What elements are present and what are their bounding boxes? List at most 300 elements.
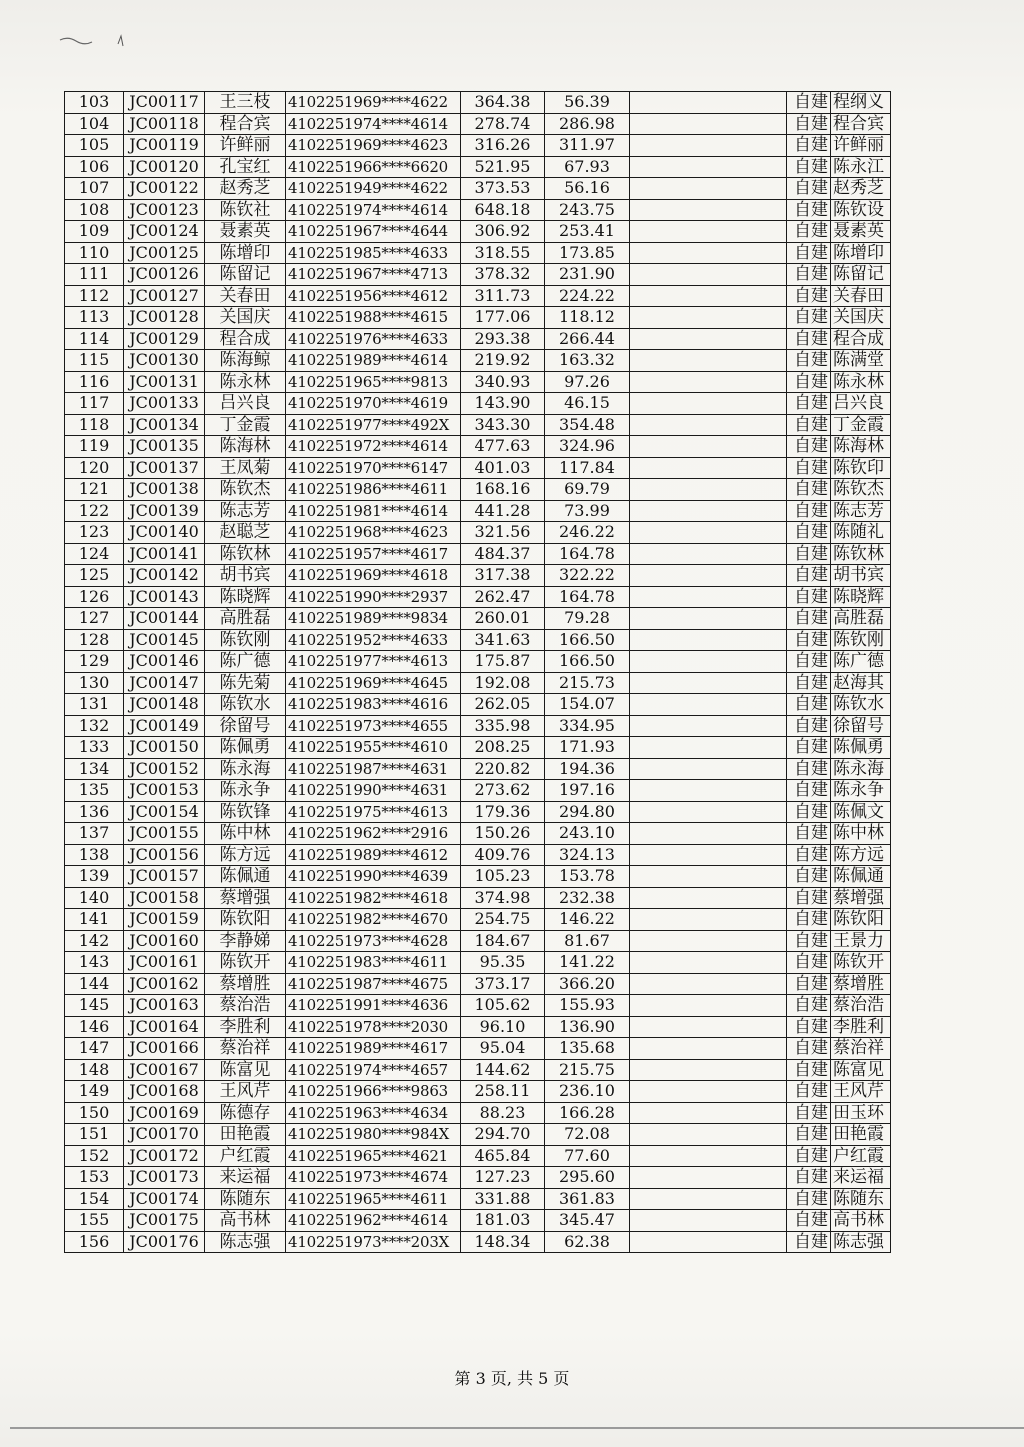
owner-name-cell: 陈富见 bbox=[205, 1059, 286, 1081]
build-type-cell: 自建 bbox=[787, 543, 831, 565]
record-code-cell: JC00176 bbox=[124, 1231, 205, 1253]
area-b-cell: 146.22 bbox=[545, 909, 630, 931]
table-row bbox=[65, 479, 891, 501]
table-row bbox=[65, 629, 891, 651]
blank-cell-cell bbox=[630, 1231, 787, 1253]
owner-name-cell: 赵聪芝 bbox=[205, 522, 286, 544]
area-a-cell: 258.11 bbox=[461, 1081, 545, 1103]
register-rows bbox=[65, 92, 891, 1253]
area-a-cell: 441.28 bbox=[461, 500, 545, 522]
owner-name-cell: 吕兴良 bbox=[205, 393, 286, 415]
area-b-cell: 166.50 bbox=[545, 651, 630, 673]
area-b-cell: 73.99 bbox=[545, 500, 630, 522]
blank-cell-cell bbox=[630, 393, 787, 415]
page-number-footer: 第 3 页, 共 5 页 bbox=[454, 1369, 570, 1388]
area-a-cell: 316.26 bbox=[461, 135, 545, 157]
build-type-cell: 自建 bbox=[787, 264, 831, 286]
build-type-cell: 自建 bbox=[787, 285, 831, 307]
area-a-cell: 88.23 bbox=[461, 1102, 545, 1124]
id-number-cell: 4102251974****4657 bbox=[286, 1059, 461, 1081]
area-a-cell: 648.18 bbox=[461, 199, 545, 221]
id-number-cell: 4102251973****4674 bbox=[286, 1167, 461, 1189]
build-type-cell: 自建 bbox=[787, 672, 831, 694]
builder-name-cell: 陈永争 bbox=[831, 780, 891, 802]
row-number-cell: 113 bbox=[65, 307, 124, 329]
row-number-cell: 135 bbox=[65, 780, 124, 802]
row-number-cell: 137 bbox=[65, 823, 124, 845]
id-number-cell: 4102251983****4616 bbox=[286, 694, 461, 716]
build-type-cell: 自建 bbox=[787, 1124, 831, 1146]
row-number-cell: 129 bbox=[65, 651, 124, 673]
builder-name-cell: 关春田 bbox=[831, 285, 891, 307]
record-code-cell: JC00119 bbox=[124, 135, 205, 157]
row-number-cell: 133 bbox=[65, 737, 124, 759]
blank-cell-cell bbox=[630, 887, 787, 909]
id-number-cell: 4102251985****4633 bbox=[286, 242, 461, 264]
table-row bbox=[65, 801, 891, 823]
table-row bbox=[65, 1081, 891, 1103]
area-b-cell: 215.73 bbox=[545, 672, 630, 694]
id-number-cell: 4102251977****492X bbox=[286, 414, 461, 436]
id-number-cell: 4102251989****4614 bbox=[286, 350, 461, 372]
record-code-cell: JC00163 bbox=[124, 995, 205, 1017]
area-a-cell: 401.03 bbox=[461, 457, 545, 479]
build-type-cell: 自建 bbox=[787, 887, 831, 909]
record-code-cell: JC00167 bbox=[124, 1059, 205, 1081]
row-number-cell: 111 bbox=[65, 264, 124, 286]
area-b-cell: 155.93 bbox=[545, 995, 630, 1017]
table-row bbox=[65, 608, 891, 630]
build-type-cell: 自建 bbox=[787, 92, 831, 114]
blank-cell-cell bbox=[630, 242, 787, 264]
id-number-cell: 4102251969****4623 bbox=[286, 135, 461, 157]
blank-cell-cell bbox=[630, 1038, 787, 1060]
id-number-cell: 4102251982****4618 bbox=[286, 887, 461, 909]
owner-name-cell: 田艳霞 bbox=[205, 1124, 286, 1146]
area-b-cell: 345.47 bbox=[545, 1210, 630, 1232]
table-row bbox=[65, 371, 891, 393]
builder-name-cell: 陈钦林 bbox=[831, 543, 891, 565]
build-type-cell: 自建 bbox=[787, 844, 831, 866]
area-b-cell: 166.28 bbox=[545, 1102, 630, 1124]
builder-name-cell: 陈佩通 bbox=[831, 866, 891, 888]
builder-name-cell: 许鲜丽 bbox=[831, 135, 891, 157]
owner-name-cell: 户红霞 bbox=[205, 1145, 286, 1167]
area-b-cell: 324.13 bbox=[545, 844, 630, 866]
record-code-cell: JC00118 bbox=[124, 113, 205, 135]
record-code-cell: JC00134 bbox=[124, 414, 205, 436]
area-b-cell: 295.60 bbox=[545, 1167, 630, 1189]
area-a-cell: 373.17 bbox=[461, 973, 545, 995]
row-number-cell: 145 bbox=[65, 995, 124, 1017]
owner-name-cell: 蔡增强 bbox=[205, 887, 286, 909]
owner-name-cell: 李静娣 bbox=[205, 930, 286, 952]
id-number-cell: 4102251983****4611 bbox=[286, 952, 461, 974]
build-type-cell: 自建 bbox=[787, 307, 831, 329]
blank-cell-cell bbox=[630, 479, 787, 501]
blank-cell-cell bbox=[630, 113, 787, 135]
table-row bbox=[65, 651, 891, 673]
table-row bbox=[65, 844, 891, 866]
area-b-cell: 141.22 bbox=[545, 952, 630, 974]
builder-name-cell: 陈永林 bbox=[831, 371, 891, 393]
build-type-cell: 自建 bbox=[787, 113, 831, 135]
build-type-cell: 自建 bbox=[787, 866, 831, 888]
row-number-cell: 105 bbox=[65, 135, 124, 157]
row-number-cell: 122 bbox=[65, 500, 124, 522]
record-code-cell: JC00117 bbox=[124, 92, 205, 114]
record-code-cell: JC00127 bbox=[124, 285, 205, 307]
record-code-cell: JC00148 bbox=[124, 694, 205, 716]
area-a-cell: 343.30 bbox=[461, 414, 545, 436]
record-code-cell: JC00153 bbox=[124, 780, 205, 802]
builder-name-cell: 丁金霞 bbox=[831, 414, 891, 436]
blank-cell-cell bbox=[630, 608, 787, 630]
build-type-cell: 自建 bbox=[787, 952, 831, 974]
blank-cell-cell bbox=[630, 350, 787, 372]
blank-cell-cell bbox=[630, 995, 787, 1017]
blank-cell-cell bbox=[630, 586, 787, 608]
owner-name-cell: 陈中林 bbox=[205, 823, 286, 845]
row-number-cell: 104 bbox=[65, 113, 124, 135]
owner-name-cell: 陈钦锋 bbox=[205, 801, 286, 823]
area-a-cell: 184.67 bbox=[461, 930, 545, 952]
area-a-cell: 521.95 bbox=[461, 156, 545, 178]
row-number-cell: 126 bbox=[65, 586, 124, 608]
area-b-cell: 324.96 bbox=[545, 436, 630, 458]
row-number-cell: 116 bbox=[65, 371, 124, 393]
id-number-cell: 4102251957****4617 bbox=[286, 543, 461, 565]
id-number-cell: 4102251952****4633 bbox=[286, 629, 461, 651]
table-row bbox=[65, 350, 891, 372]
area-b-cell: 77.60 bbox=[545, 1145, 630, 1167]
owner-name-cell: 王三枝 bbox=[205, 92, 286, 114]
owner-name-cell: 蔡增胜 bbox=[205, 973, 286, 995]
blank-cell-cell bbox=[630, 264, 787, 286]
build-type-cell: 自建 bbox=[787, 1145, 831, 1167]
build-type-cell: 自建 bbox=[787, 823, 831, 845]
table-row bbox=[65, 866, 891, 888]
area-b-cell: 311.97 bbox=[545, 135, 630, 157]
id-number-cell: 4102251962****4614 bbox=[286, 1210, 461, 1232]
table-row bbox=[65, 436, 891, 458]
area-b-cell: 354.48 bbox=[545, 414, 630, 436]
area-b-cell: 153.78 bbox=[545, 866, 630, 888]
area-b-cell: 46.15 bbox=[545, 393, 630, 415]
builder-name-cell: 程合成 bbox=[831, 328, 891, 350]
owner-name-cell: 关春田 bbox=[205, 285, 286, 307]
row-number-cell: 119 bbox=[65, 436, 124, 458]
table-row bbox=[65, 199, 891, 221]
area-b-cell: 243.75 bbox=[545, 199, 630, 221]
table-row bbox=[65, 307, 891, 329]
record-code-cell: JC00137 bbox=[124, 457, 205, 479]
area-b-cell: 236.10 bbox=[545, 1081, 630, 1103]
blank-cell-cell bbox=[630, 758, 787, 780]
build-type-cell: 自建 bbox=[787, 479, 831, 501]
builder-name-cell: 徐留号 bbox=[831, 715, 891, 737]
blank-cell-cell bbox=[630, 672, 787, 694]
row-number-cell: 149 bbox=[65, 1081, 124, 1103]
area-b-cell: 334.95 bbox=[545, 715, 630, 737]
record-code-cell: JC00154 bbox=[124, 801, 205, 823]
build-type-cell: 自建 bbox=[787, 694, 831, 716]
builder-name-cell: 陈富见 bbox=[831, 1059, 891, 1081]
blank-cell-cell bbox=[630, 1145, 787, 1167]
build-type-cell: 自建 bbox=[787, 1188, 831, 1210]
area-a-cell: 168.16 bbox=[461, 479, 545, 501]
area-b-cell: 154.07 bbox=[545, 694, 630, 716]
owner-name-cell: 陈钦开 bbox=[205, 952, 286, 974]
table-row bbox=[65, 887, 891, 909]
id-number-cell: 4102251972****4614 bbox=[286, 436, 461, 458]
row-number-cell: 155 bbox=[65, 1210, 124, 1232]
area-a-cell: 294.70 bbox=[461, 1124, 545, 1146]
blank-cell-cell bbox=[630, 92, 787, 114]
record-code-cell: JC00173 bbox=[124, 1167, 205, 1189]
builder-name-cell: 陈留记 bbox=[831, 264, 891, 286]
record-code-cell: JC00161 bbox=[124, 952, 205, 974]
blank-cell-cell bbox=[630, 371, 787, 393]
build-type-cell: 自建 bbox=[787, 350, 831, 372]
id-number-cell: 4102251973****4628 bbox=[286, 930, 461, 952]
row-number-cell: 108 bbox=[65, 199, 124, 221]
owner-name-cell: 陈随东 bbox=[205, 1188, 286, 1210]
area-b-cell: 56.39 bbox=[545, 92, 630, 114]
record-code-cell: JC00152 bbox=[124, 758, 205, 780]
id-number-cell: 4102251988****4615 bbox=[286, 307, 461, 329]
blank-cell-cell bbox=[630, 973, 787, 995]
id-number-cell: 4102251970****4619 bbox=[286, 393, 461, 415]
builder-name-cell: 李胜利 bbox=[831, 1016, 891, 1038]
owner-name-cell: 来运福 bbox=[205, 1167, 286, 1189]
blank-cell-cell bbox=[630, 1081, 787, 1103]
area-b-cell: 56.16 bbox=[545, 178, 630, 200]
area-a-cell: 341.63 bbox=[461, 629, 545, 651]
builder-name-cell: 陈方远 bbox=[831, 844, 891, 866]
owner-name-cell: 高胜磊 bbox=[205, 608, 286, 630]
id-number-cell: 4102251965****4611 bbox=[286, 1188, 461, 1210]
blank-cell-cell bbox=[630, 1167, 787, 1189]
id-number-cell: 4102251968****4623 bbox=[286, 522, 461, 544]
build-type-cell: 自建 bbox=[787, 178, 831, 200]
builder-name-cell: 吕兴良 bbox=[831, 393, 891, 415]
table-row bbox=[65, 1145, 891, 1167]
area-b-cell: 215.75 bbox=[545, 1059, 630, 1081]
area-a-cell: 335.98 bbox=[461, 715, 545, 737]
table-row bbox=[65, 500, 891, 522]
build-type-cell: 自建 bbox=[787, 156, 831, 178]
id-number-cell: 4102251956****4612 bbox=[286, 285, 461, 307]
builder-name-cell: 赵秀芝 bbox=[831, 178, 891, 200]
table-row bbox=[65, 1167, 891, 1189]
area-a-cell: 192.08 bbox=[461, 672, 545, 694]
row-number-cell: 154 bbox=[65, 1188, 124, 1210]
row-number-cell: 136 bbox=[65, 801, 124, 823]
build-type-cell: 自建 bbox=[787, 565, 831, 587]
build-type-cell: 自建 bbox=[787, 371, 831, 393]
blank-cell-cell bbox=[630, 780, 787, 802]
owner-name-cell: 陈志强 bbox=[205, 1231, 286, 1253]
owner-name-cell: 陈德存 bbox=[205, 1102, 286, 1124]
row-number-cell: 150 bbox=[65, 1102, 124, 1124]
record-code-cell: JC00149 bbox=[124, 715, 205, 737]
build-type-cell: 自建 bbox=[787, 1102, 831, 1124]
row-number-cell: 153 bbox=[65, 1167, 124, 1189]
area-a-cell: 220.82 bbox=[461, 758, 545, 780]
builder-name-cell: 蔡增胜 bbox=[831, 973, 891, 995]
blank-cell-cell bbox=[630, 629, 787, 651]
record-code-cell: JC00124 bbox=[124, 221, 205, 243]
area-a-cell: 181.03 bbox=[461, 1210, 545, 1232]
owner-name-cell: 陈钦水 bbox=[205, 694, 286, 716]
owner-name-cell: 陈志芳 bbox=[205, 500, 286, 522]
builder-name-cell: 户红霞 bbox=[831, 1145, 891, 1167]
blank-cell-cell bbox=[630, 543, 787, 565]
builder-name-cell: 陈钦杰 bbox=[831, 479, 891, 501]
record-code-cell: JC00162 bbox=[124, 973, 205, 995]
blank-cell-cell bbox=[630, 221, 787, 243]
owner-name-cell: 陈钦刚 bbox=[205, 629, 286, 651]
owner-name-cell: 陈海鲸 bbox=[205, 350, 286, 372]
table-row bbox=[65, 1188, 891, 1210]
table-row bbox=[65, 672, 891, 694]
record-code-cell: JC00147 bbox=[124, 672, 205, 694]
owner-name-cell: 陈钦阳 bbox=[205, 909, 286, 931]
owner-name-cell: 程合宾 bbox=[205, 113, 286, 135]
builder-name-cell: 王风芹 bbox=[831, 1081, 891, 1103]
owner-name-cell: 孔宝红 bbox=[205, 156, 286, 178]
builder-name-cell: 胡书宾 bbox=[831, 565, 891, 587]
area-b-cell: 266.44 bbox=[545, 328, 630, 350]
area-a-cell: 95.04 bbox=[461, 1038, 545, 1060]
build-type-cell: 自建 bbox=[787, 1038, 831, 1060]
record-code-cell: JC00143 bbox=[124, 586, 205, 608]
row-number-cell: 130 bbox=[65, 672, 124, 694]
record-code-cell: JC00140 bbox=[124, 522, 205, 544]
area-a-cell: 105.23 bbox=[461, 866, 545, 888]
build-type-cell: 自建 bbox=[787, 328, 831, 350]
row-number-cell: 127 bbox=[65, 608, 124, 630]
record-code-cell: JC00129 bbox=[124, 328, 205, 350]
area-b-cell: 294.80 bbox=[545, 801, 630, 823]
record-code-cell: JC00175 bbox=[124, 1210, 205, 1232]
record-code-cell: JC00157 bbox=[124, 866, 205, 888]
id-number-cell: 4102251962****2916 bbox=[286, 823, 461, 845]
area-a-cell: 409.76 bbox=[461, 844, 545, 866]
owner-name-cell: 陈方远 bbox=[205, 844, 286, 866]
blank-cell-cell bbox=[630, 1188, 787, 1210]
table-row bbox=[65, 285, 891, 307]
builder-name-cell: 陈钦阳 bbox=[831, 909, 891, 931]
table-row bbox=[65, 995, 891, 1017]
owner-name-cell: 陈钦杰 bbox=[205, 479, 286, 501]
area-b-cell: 232.38 bbox=[545, 887, 630, 909]
table-row bbox=[65, 952, 891, 974]
blank-cell-cell bbox=[630, 328, 787, 350]
row-number-cell: 123 bbox=[65, 522, 124, 544]
table-row bbox=[65, 737, 891, 759]
owner-name-cell: 徐留号 bbox=[205, 715, 286, 737]
owner-name-cell: 陈佩通 bbox=[205, 866, 286, 888]
row-number-cell: 109 bbox=[65, 221, 124, 243]
area-a-cell: 95.35 bbox=[461, 952, 545, 974]
build-type-cell: 自建 bbox=[787, 909, 831, 931]
owner-name-cell: 陈永争 bbox=[205, 780, 286, 802]
build-type-cell: 自建 bbox=[787, 973, 831, 995]
table-row bbox=[65, 156, 891, 178]
build-type-cell: 自建 bbox=[787, 436, 831, 458]
id-number-cell: 4102251990****4639 bbox=[286, 866, 461, 888]
owner-name-cell: 高书林 bbox=[205, 1210, 286, 1232]
record-code-cell: JC00146 bbox=[124, 651, 205, 673]
id-number-cell: 4102251976****4633 bbox=[286, 328, 461, 350]
blank-cell-cell bbox=[630, 199, 787, 221]
blank-cell-cell bbox=[630, 285, 787, 307]
table-row bbox=[65, 414, 891, 436]
id-number-cell: 4102251987****4631 bbox=[286, 758, 461, 780]
table-row bbox=[65, 780, 891, 802]
area-b-cell: 67.93 bbox=[545, 156, 630, 178]
area-a-cell: 175.87 bbox=[461, 651, 545, 673]
owner-name-cell: 蔡治浩 bbox=[205, 995, 286, 1017]
record-code-cell: JC00159 bbox=[124, 909, 205, 931]
area-b-cell: 136.90 bbox=[545, 1016, 630, 1038]
area-b-cell: 135.68 bbox=[545, 1038, 630, 1060]
owner-name-cell: 许鲜丽 bbox=[205, 135, 286, 157]
blank-cell-cell bbox=[630, 909, 787, 931]
table-row bbox=[65, 1102, 891, 1124]
build-type-cell: 自建 bbox=[787, 522, 831, 544]
table-row bbox=[65, 586, 891, 608]
blank-cell-cell bbox=[630, 436, 787, 458]
area-a-cell: 293.38 bbox=[461, 328, 545, 350]
area-a-cell: 148.34 bbox=[461, 1231, 545, 1253]
area-a-cell: 177.06 bbox=[461, 307, 545, 329]
area-a-cell: 262.47 bbox=[461, 586, 545, 608]
owner-name-cell: 陈广德 bbox=[205, 651, 286, 673]
area-a-cell: 318.55 bbox=[461, 242, 545, 264]
area-a-cell: 374.98 bbox=[461, 887, 545, 909]
id-number-cell: 4102251966****6620 bbox=[286, 156, 461, 178]
record-code-cell: JC00155 bbox=[124, 823, 205, 845]
id-number-cell: 4102251986****4611 bbox=[286, 479, 461, 501]
builder-name-cell: 蔡治浩 bbox=[831, 995, 891, 1017]
owner-name-cell: 陈钦社 bbox=[205, 199, 286, 221]
owner-name-cell: 程合成 bbox=[205, 328, 286, 350]
blank-cell-cell bbox=[630, 930, 787, 952]
id-number-cell: 4102251989****4612 bbox=[286, 844, 461, 866]
record-code-cell: JC00166 bbox=[124, 1038, 205, 1060]
build-type-cell: 自建 bbox=[787, 758, 831, 780]
record-code-cell: JC00164 bbox=[124, 1016, 205, 1038]
blank-cell-cell bbox=[630, 844, 787, 866]
id-number-cell: 4102251969****4645 bbox=[286, 672, 461, 694]
blank-cell-cell bbox=[630, 135, 787, 157]
area-a-cell: 179.36 bbox=[461, 801, 545, 823]
id-number-cell: 4102251978****2030 bbox=[286, 1016, 461, 1038]
area-a-cell: 105.62 bbox=[461, 995, 545, 1017]
area-b-cell: 197.16 bbox=[545, 780, 630, 802]
record-code-cell: JC00139 bbox=[124, 500, 205, 522]
id-number-cell: 4102251991****4636 bbox=[286, 995, 461, 1017]
area-a-cell: 317.38 bbox=[461, 565, 545, 587]
id-number-cell: 4102251970****6147 bbox=[286, 457, 461, 479]
blank-cell-cell bbox=[630, 801, 787, 823]
build-type-cell: 自建 bbox=[787, 393, 831, 415]
blank-cell-cell bbox=[630, 1016, 787, 1038]
build-type-cell: 自建 bbox=[787, 1167, 831, 1189]
